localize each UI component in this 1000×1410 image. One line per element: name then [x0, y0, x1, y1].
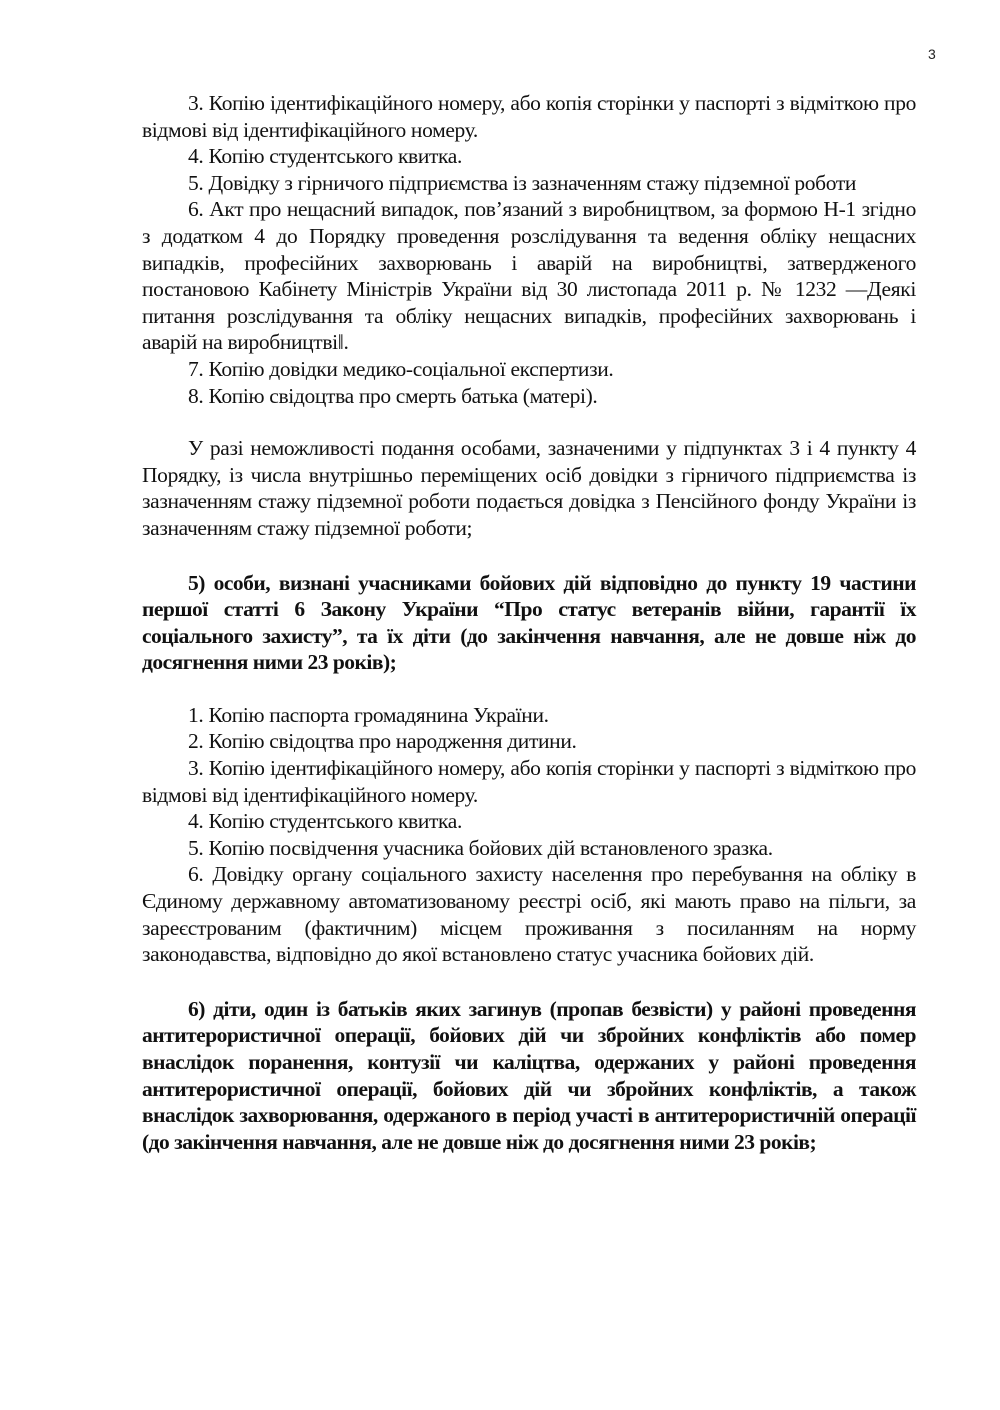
list-item: 4. Копію студентського квитка.: [188, 809, 463, 834]
page-number: 3: [928, 46, 936, 62]
list-item: 6. Акт про нещасний випадок, пов’язаний з виробництвом, за формою Н-1 згідно з додатком 4 до Порядку проведення розслідування та ведення обліку нещасних випадків, професійних захворювань і аварій на виробництві, затвердженого постановою Кабінету Міністрів України від 30 листопада 2011 р. № 1232 ―Деякі питання розслідування та обліку нещасних випадків, професійних захворювань і аварій на виробництвіǁ.: [142, 197, 916, 355]
list-item: 3. Копію ідентифікаційного номеру, або копія сторінки у паспорті з відміткою про відмові від ідентифікаційного номеру.: [142, 756, 916, 807]
list-item: 5. Довідку з гірничого підприємства із зазначенням стажу підземної роботи: [188, 170, 857, 195]
list-item: 5. Копію посвідчення учасника бойових дій встановленого зразка.: [188, 835, 773, 860]
document-body: [142, 90, 916, 1155]
list-item: 2. Копію свідоцтва про народження дитини.: [188, 729, 577, 754]
section-6-heading: 6) діти, один із батьків яких загинув (пропав безвісти) у районі проведення антитерористичної операції, бойових дій чи збройних конфліктів або помер внаслідок поранення, контузії чи каліцтва, одержаних у районі проведення антитерористичної операції, бойових дій чи збройних конфліктів, а також внаслідок захворювання, одержаного в період участі в антитерористичній операції (до закінчення навчання, але не довше ніж до досягнення ними 23 років;: [142, 996, 916, 1154]
list-item: 6. Довідку органу соціального захисту населення про перебування на обліку в Єдиному державному автоматизованому реєстрі осіб, які мають право на пільги, за зареєстрованим (фактичним) місцем проживання з посиланням на норму законодавства, відповідно до якої встановлено статус учасника бойових дій.: [142, 862, 916, 967]
list-item: 4. Копію студентського квитка.: [188, 144, 463, 169]
list-item: 3. Копію ідентифікаційного номеру, або копія сторінки у паспорті з відміткою про відмові від ідентифікаційного номеру.: [142, 91, 916, 142]
note-paragraph: У разі неможливості подання особами, зазначеними у підпунктах 3 і 4 пункту 4 Порядку, із числа внутрішньо переміщених осіб довідки з гірничого підприємства із зазначенням стажу підземної роботи подається довідка з Пенсійного фонду України із зазначенням стажу підземної роботи;: [142, 436, 916, 540]
section-5-heading: 5) особи, визнані учасниками бойових дій відповідно до пункту 19 частини першої статті 6 Закону України “Про статус ветеранів війни, гарантії їх соціального захисту”, та їх діти (до закінчення навчання, але не довше ніж до досягнення ними 23 років);: [142, 570, 916, 675]
list-item: 1. Копію паспорта громадянина України.: [188, 702, 549, 727]
list-item: 7. Копію довідки медико-соціальної експертизи.: [188, 356, 614, 381]
list-item: 8. Копію свідоцтва про смерть батька (матері).: [188, 383, 598, 408]
